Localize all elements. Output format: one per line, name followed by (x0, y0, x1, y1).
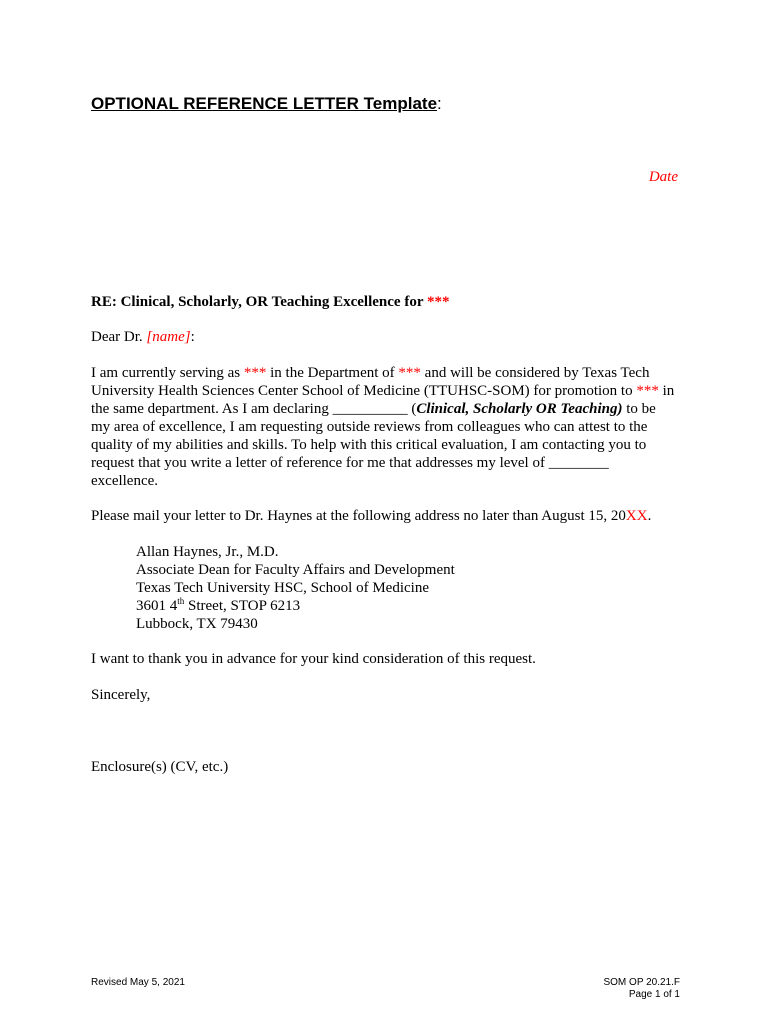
subject-text: RE: Clinical, Scholarly, OR Teaching Excellence for (91, 294, 427, 310)
enclosure-line: Enclosure(s) (CV, etc.) (91, 759, 229, 775)
department-placeholder: *** (398, 365, 421, 381)
footer-doc-info (603, 977, 680, 1001)
position-placeholder: *** (243, 365, 267, 381)
street-ordinal: th (177, 596, 185, 606)
body-text: I am currently serving as (91, 365, 244, 381)
date-placeholder: Date (648, 169, 678, 185)
promotion-placeholder: *** (636, 383, 659, 399)
body-line: excellence. (91, 473, 159, 489)
salutation-prefix: Dear Dr. (91, 329, 147, 345)
body-text: University Health Sciences Center School of Medicine (TTUHSC-SOM) for promotion to (91, 383, 637, 399)
body-text: and will be considered by Texas Tech (420, 365, 650, 381)
salutation (91, 328, 681, 346)
footer-revised: Revised May 5, 2021 (91, 977, 185, 988)
body-text: in (658, 383, 675, 399)
body-text: the same department. As I am declaring __________ ( (91, 401, 417, 417)
body-text: to be (622, 401, 656, 417)
address-street (136, 597, 455, 615)
mailing-address (136, 543, 455, 633)
body-line (91, 364, 681, 382)
body-paragraph (91, 364, 681, 490)
body-line (91, 382, 681, 400)
mail-text: Please mail your letter to Dr. Haynes at the following address no later than August 15, 20 (91, 508, 626, 524)
body-line (91, 400, 681, 418)
footer-doc-id: SOM OP 20.21.F (603, 977, 680, 988)
address-position: Associate Dean for Faculty Affairs and Development (136, 562, 455, 578)
address-institution: Texas Tech University HSC, School of Medicine (136, 580, 429, 596)
thanks-line: I want to thank you in advance for your kind consideration of this request. (91, 651, 536, 667)
title-text: OPTIONAL REFERENCE LETTER Template (91, 94, 438, 113)
title-colon: : (437, 94, 442, 113)
subject-line (91, 293, 681, 311)
body-line: quality of my abilities and skills. To help with this critical evaluation, I am contacting you to (91, 437, 647, 453)
address-name: Allan Haynes, Jr., M.D. (136, 544, 279, 560)
body-line: my area of excellence, I am requesting outside reviews from colleagues who can attest to the (91, 419, 648, 435)
footer-page-number: Page 1 of 1 (628, 989, 680, 1000)
year-placeholder: XX (625, 508, 648, 524)
subject-placeholder: *** (426, 294, 450, 310)
address-city: Lubbock, TX 79430 (136, 616, 258, 632)
salutation-name-placeholder: [name] (146, 329, 191, 345)
street-number: 3601 4 (136, 598, 178, 614)
body-text: in the Department of (266, 365, 399, 381)
mail-suffix: . (647, 508, 652, 524)
salutation-suffix: : (190, 329, 195, 345)
mail-instruction (91, 507, 681, 525)
body-line: request that you write a letter of reference for me that addresses my level of ________ (91, 455, 609, 471)
closing: Sincerely, (91, 687, 151, 703)
excellence-options: Clinical, Scholarly OR Teaching) (416, 401, 623, 417)
document-title (91, 94, 442, 114)
street-rest: Street, STOP 6213 (184, 598, 301, 614)
